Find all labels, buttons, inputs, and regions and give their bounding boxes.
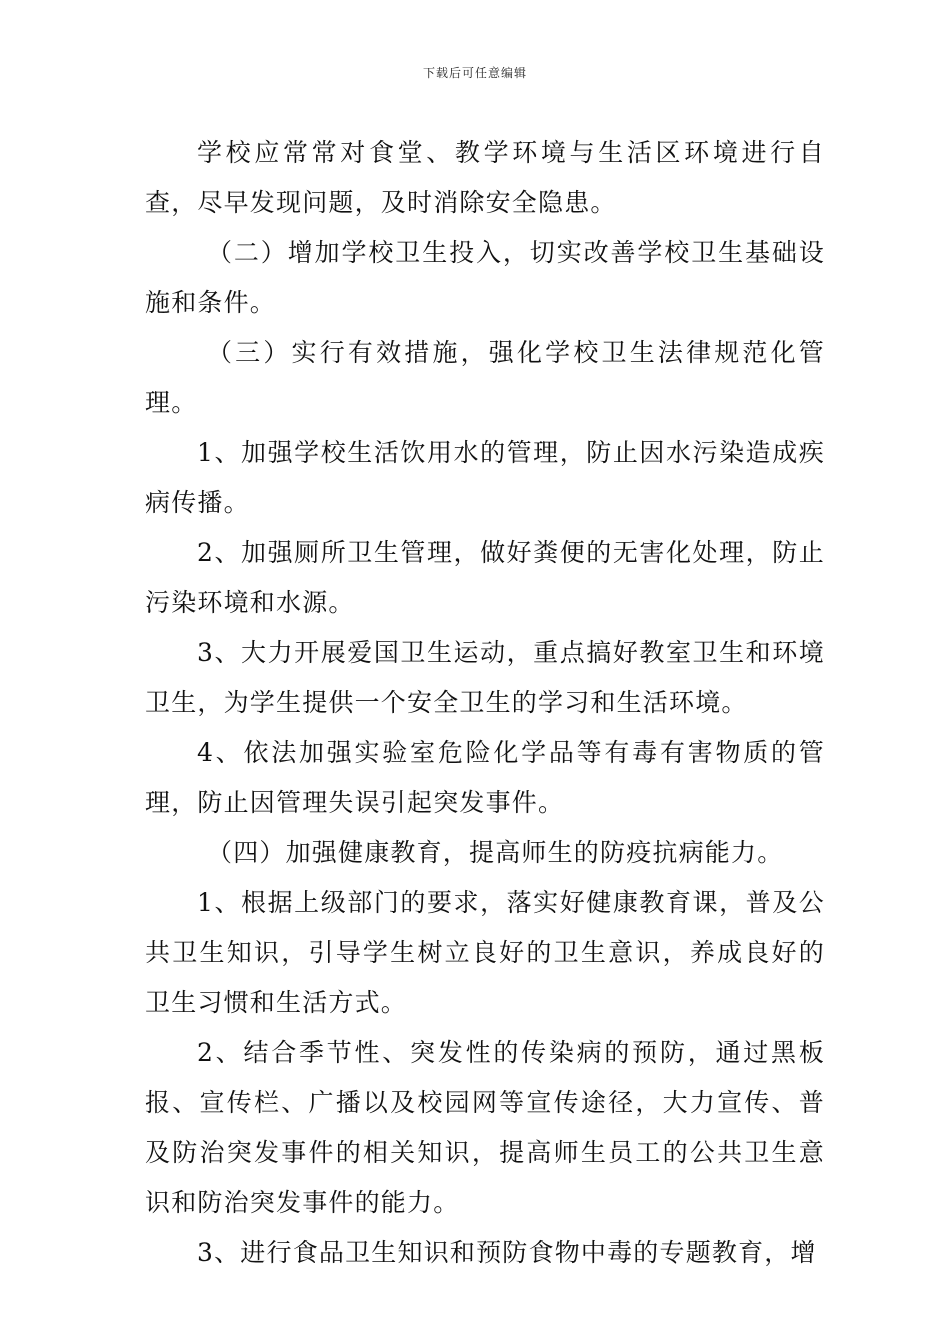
paragraph-self-inspection: 学校应常常对食堂、教学环境与生活区环境进行自查，尽早发现问题，及时消除安全隐患。 [145,138,825,217]
paragraph-section-4: （四）加强健康教育，提高师生的防疫抗病能力。 [207,838,784,867]
paragraph-item-3-2: 2、加强厕所卫生管理，做好粪便的无害化处理，防止污染环境和水源。 [145,538,825,617]
paragraph-item-4-3: 3、进行食品卫生知识和预防食物中毒的专题教育，增 [197,1238,817,1267]
paragraph-item-3-4: 4、依法加强实验室危险化学品等有毒有害物质的管理，防止因管理失误引起突发事件。 [145,738,825,817]
paragraph-section-3: （三）实行有效措施，强化学校卫生法律规范化管理。 [145,338,825,417]
document-body [145,128,825,1278]
paragraph-section-2: （二）增加学校卫生投入，切实改善学校卫生基础设施和条件。 [145,238,825,317]
paragraph-item-3-1: 1、加强学校生活饮用水的管理，防止因水污染造成疾病传播。 [145,438,825,517]
paragraph-item-4-1: 1、根据上级部门的要求，落实好健康教育课，普及公共卫生知识，引导学生树立良好的卫生意识，养成良好的卫生习惯和生活方式。 [145,888,825,1017]
paragraph-item-3-3: 3、大力开展爱国卫生运动，重点搞好教室卫生和环境卫生，为学生提供一个安全卫生的学习和生活环境。 [145,638,825,717]
header-note: 下载后可任意编辑 [422,66,527,80]
paragraph-item-4-2: 2、结合季节性、突发性的传染病的预防，通过黑板报、宣传栏、广播以及校园网等宣传途径，大力宣传、普及防治突发事件的相关知识，提高师生员工的公共卫生意识和防治突发事件的能力。 [145,1038,825,1217]
